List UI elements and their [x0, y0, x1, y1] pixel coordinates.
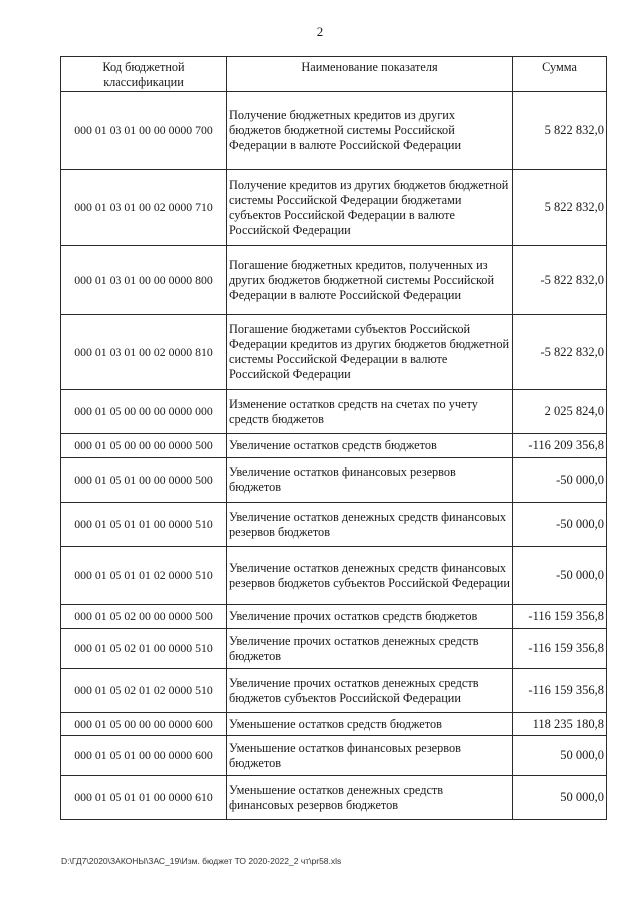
row-name: Увеличение остатков денежных средств финансовых резервов бюджетов: [227, 503, 513, 547]
row-code: 000 01 03 01 00 02 0000 810: [61, 315, 227, 390]
table-row: [61, 458, 607, 503]
table-row: [61, 315, 607, 390]
row-code: 000 01 05 02 01 00 0000 510: [61, 629, 227, 669]
table-row: [61, 92, 607, 170]
row-name: Изменение остатков средств на счетах по учету средств бюджетов: [227, 390, 513, 434]
row-code: 000 01 05 01 00 00 0000 600: [61, 736, 227, 776]
row-sum: -50 000,0: [513, 503, 607, 547]
header-name: Наименование показателя: [227, 57, 513, 92]
file-path-footer: D:\ГД7\2020\ЗАКОНЫ\ЗАС_19\Изм. бюджет ТО 2020-2022_2 чт\pr58.xls: [61, 856, 342, 866]
row-sum: -116 159 356,8: [513, 605, 607, 629]
table-row: [61, 669, 607, 713]
budget-sources-table: [60, 56, 607, 820]
table-row: [61, 629, 607, 669]
row-sum: -116 159 356,8: [513, 629, 607, 669]
table-row: [61, 547, 607, 605]
table-row: [61, 713, 607, 736]
table-row: [61, 170, 607, 246]
row-sum: -5 822 832,0: [513, 315, 607, 390]
row-name: Увеличение прочих остатков денежных средств бюджетов: [227, 629, 513, 669]
row-sum: 50 000,0: [513, 736, 607, 776]
row-code: 000 01 05 01 01 00 0000 510: [61, 503, 227, 547]
row-code: 000 01 05 00 00 00 0000 600: [61, 713, 227, 736]
row-name: Увеличение прочих остатков денежных средств бюджетов субъектов Российской Федерации: [227, 669, 513, 713]
row-sum: -116 209 356,8: [513, 434, 607, 458]
row-code: 000 01 05 01 01 00 0000 610: [61, 776, 227, 820]
row-sum: 5 822 832,0: [513, 170, 607, 246]
row-name: Погашение бюджетами субъектов Российской Федерации кредитов из других бюджетов бюджетной системы Российской Федерации в валюте Российской Федерации: [227, 315, 513, 390]
table-header-row: [61, 57, 607, 92]
row-name: Погашение бюджетных кредитов, полученных из других бюджетов бюджетной системы Российской Федерации в валюте Российской Федерации: [227, 246, 513, 315]
table-row: [61, 736, 607, 776]
row-sum: -50 000,0: [513, 547, 607, 605]
row-name: Увеличение прочих остатков средств бюджетов: [227, 605, 513, 629]
table-row: [61, 605, 607, 629]
row-name: Получение бюджетных кредитов из других бюджетов бюджетной системы Российской Федерации в валюте Российской Федерации: [227, 92, 513, 170]
row-name: Уменьшение остатков средств бюджетов: [227, 713, 513, 736]
table-row: [61, 246, 607, 315]
page-number: 2: [316, 24, 324, 39]
row-code: 000 01 03 01 00 02 0000 710: [61, 170, 227, 246]
row-name: Получение кредитов из других бюджетов бюджетной системы Российской Федерации бюджетами субъектов Российской Федерации в валюте Российской Федерации: [227, 170, 513, 246]
table-row: [61, 776, 607, 820]
row-sum: -116 159 356,8: [513, 669, 607, 713]
row-name: Увеличение остатков финансовых резервов бюджетов: [227, 458, 513, 503]
row-name: Уменьшение остатков денежных средств финансовых резервов бюджетов: [227, 776, 513, 820]
row-name: Увеличение остатков средств бюджетов: [227, 434, 513, 458]
row-sum: 5 822 832,0: [513, 92, 607, 170]
row-name: Уменьшение остатков финансовых резервов бюджетов: [227, 736, 513, 776]
row-code: 000 01 05 01 00 00 0000 500: [61, 458, 227, 503]
header-sum: Сумма: [513, 57, 607, 92]
row-code: 000 01 05 02 01 02 0000 510: [61, 669, 227, 713]
header-code: Код бюджетной классификации: [61, 57, 227, 92]
row-code: 000 01 05 02 00 00 0000 500: [61, 605, 227, 629]
row-code: 000 01 05 01 01 02 0000 510: [61, 547, 227, 605]
table-row: [61, 503, 607, 547]
row-name: Увеличение остатков денежных средств финансовых резервов бюджетов субъектов Российской Федерации: [227, 547, 513, 605]
row-sum: 50 000,0: [513, 776, 607, 820]
table-row: [61, 390, 607, 434]
row-sum: 2 025 824,0: [513, 390, 607, 434]
row-sum: -5 822 832,0: [513, 246, 607, 315]
row-code: 000 01 05 00 00 00 0000 000: [61, 390, 227, 434]
row-sum: -50 000,0: [513, 458, 607, 503]
row-code: 000 01 03 01 00 00 0000 700: [61, 92, 227, 170]
table-row: [61, 434, 607, 458]
row-code: 000 01 03 01 00 00 0000 800: [61, 246, 227, 315]
row-code: 000 01 05 00 00 00 0000 500: [61, 434, 227, 458]
row-sum: 118 235 180,8: [513, 713, 607, 736]
